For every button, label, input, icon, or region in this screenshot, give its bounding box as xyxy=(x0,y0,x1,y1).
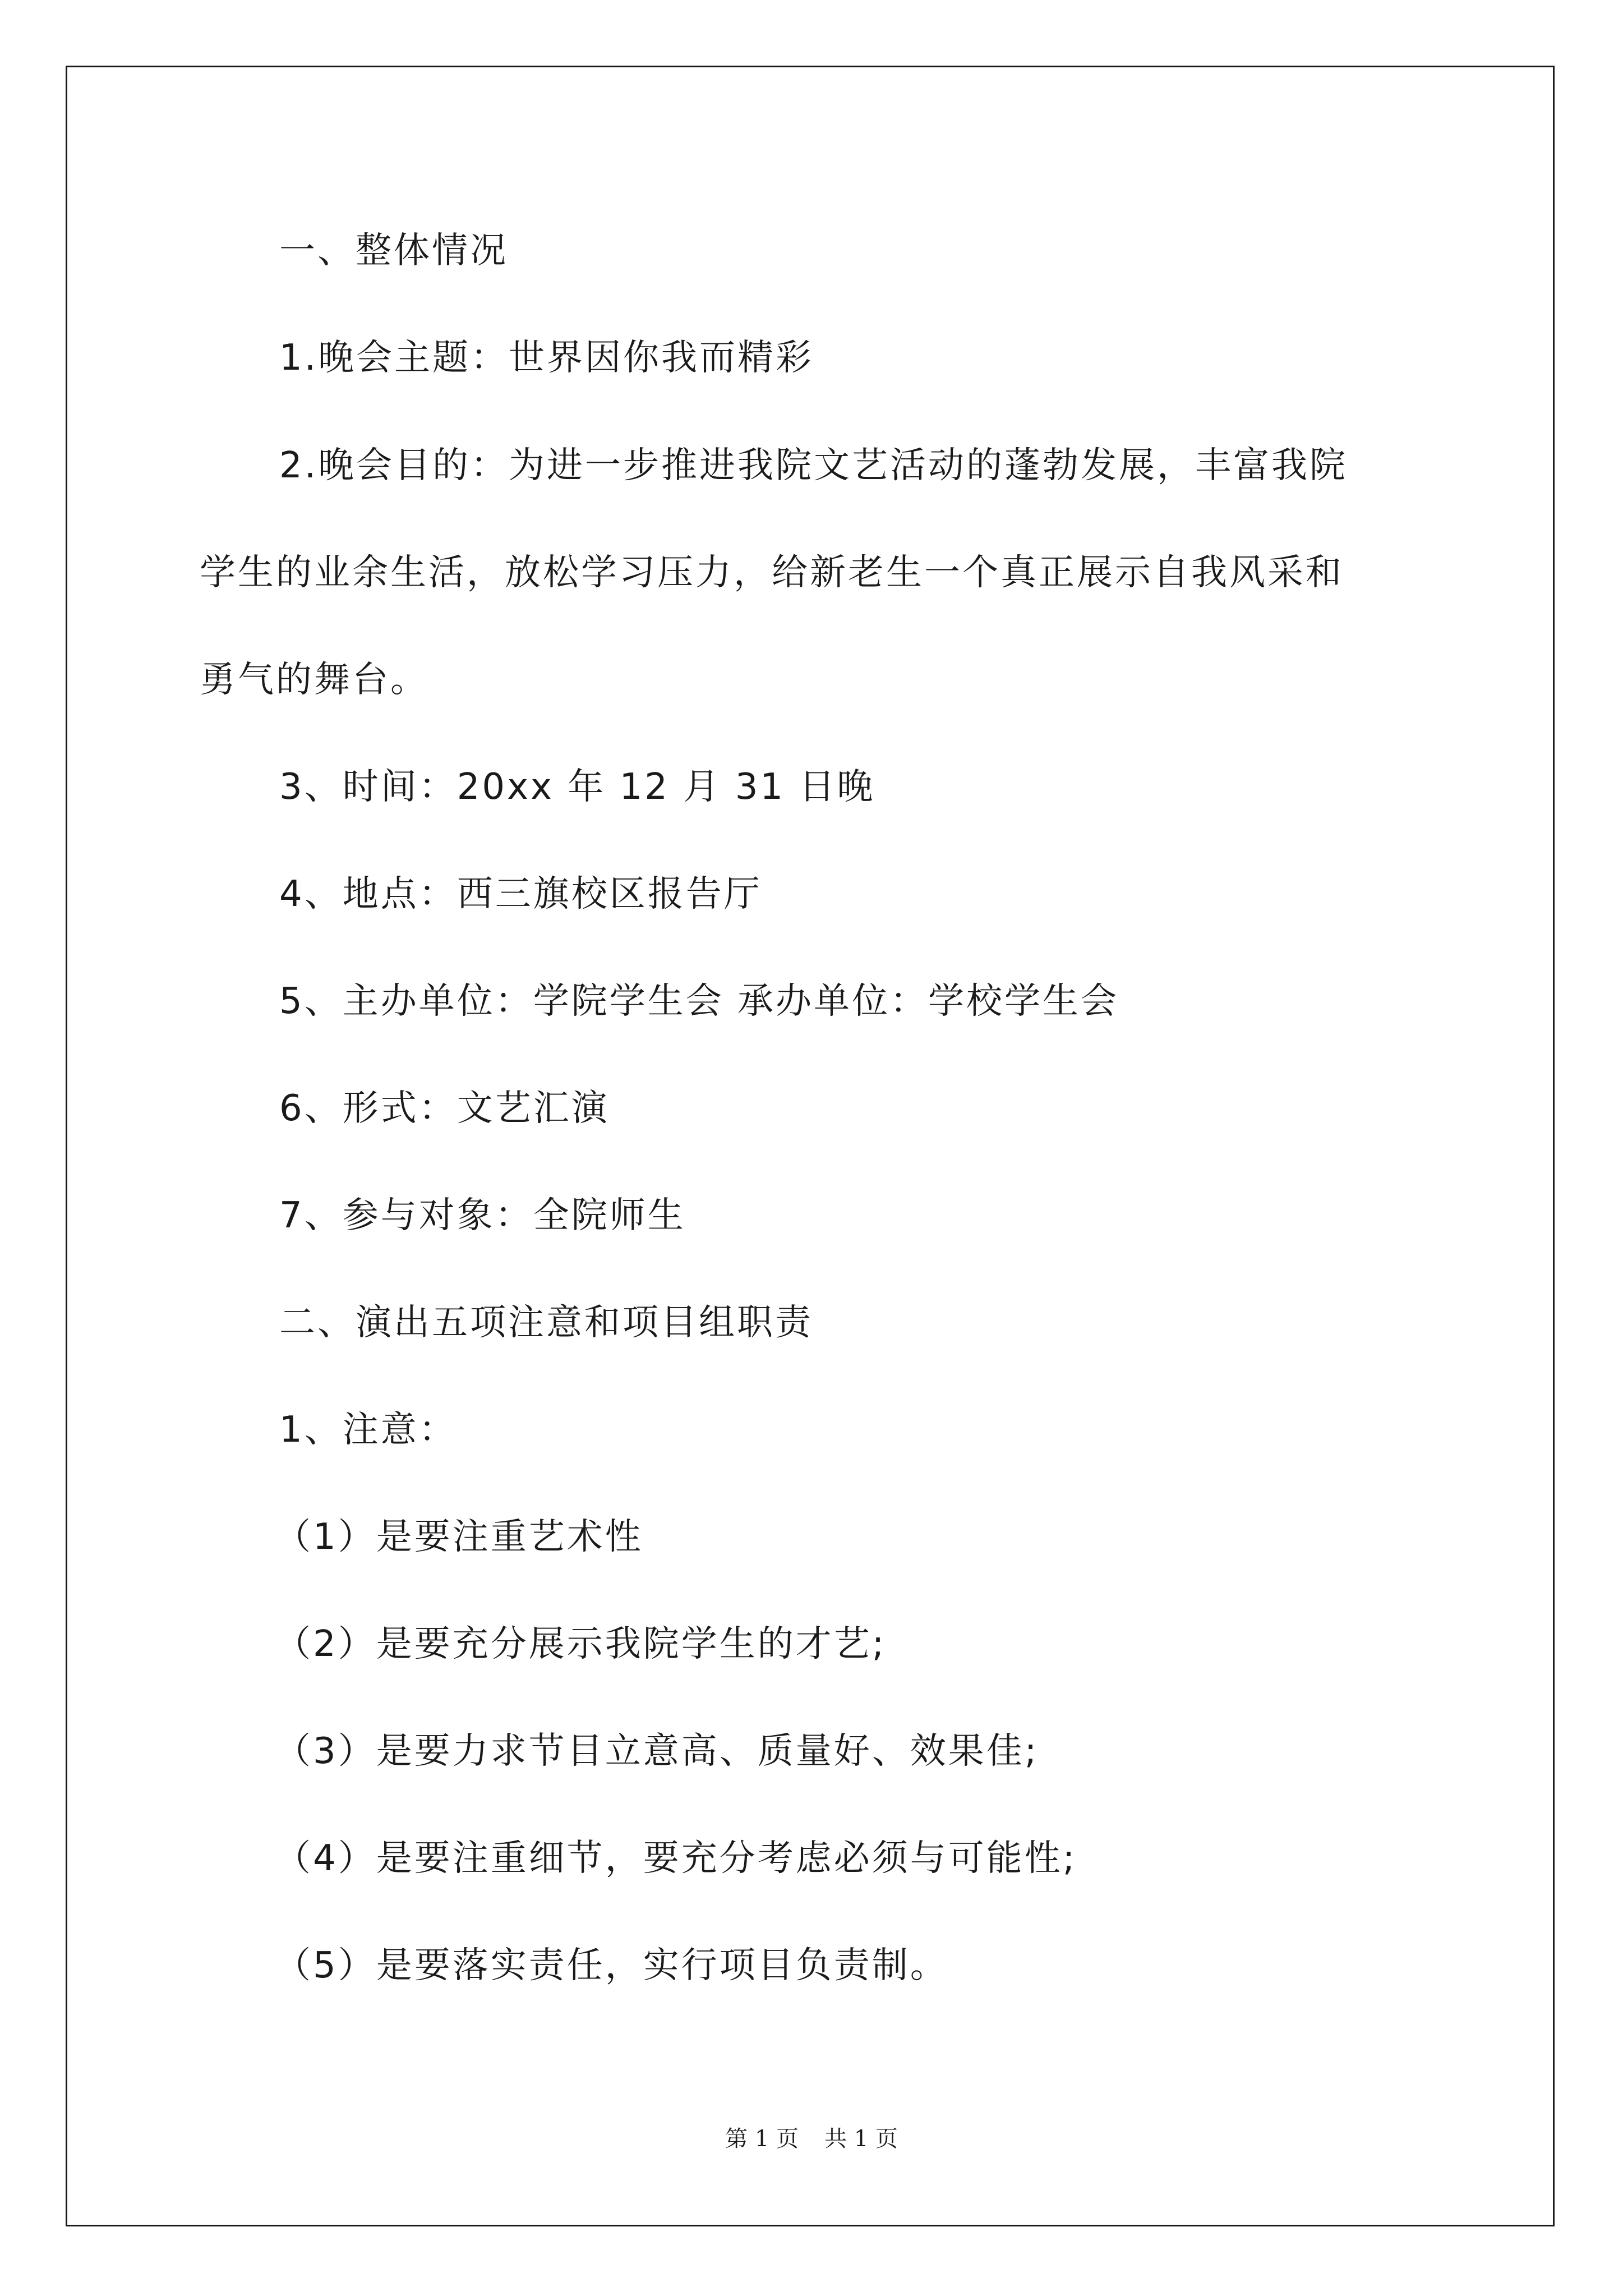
paragraph-purpose: 2.晚会目的：为进一步推进我院文艺活动的蓬勃发展，丰富我院 xyxy=(279,445,1348,486)
list-item-2: （2）是要充分展示我院学生的才艺; xyxy=(275,1623,887,1665)
page-border xyxy=(66,66,1555,2226)
list-item-3: （3）是要力求节目立意高、质量好、效果佳; xyxy=(275,1731,1039,1772)
paragraph-location: 4、地点：西三旗校区报告厅 xyxy=(279,873,762,915)
page-total: 共 1 页 xyxy=(824,2126,898,2152)
section-heading-notes: 二、演出五项注意和项目组职责 xyxy=(279,1302,813,1343)
paragraph-purpose-cont-1: 学生的业余生活，放松学习压力，给新老生一个真正展示自我风采和 xyxy=(200,552,1344,593)
paragraph-purpose-cont-2: 勇气的舞台。 xyxy=(200,659,428,701)
list-item-1: （1）是要注重艺术性 xyxy=(275,1516,643,1558)
list-item-5: （5）是要落实责任，实行项目负责制。 xyxy=(275,1945,948,1986)
list-item-4: （4）是要注重细节，要充分考虑必须与可能性; xyxy=(275,1838,1077,1879)
paragraph-format: 6、形式：文艺汇演 xyxy=(279,1088,610,1129)
paragraph-notes-title: 1、注意： xyxy=(279,1409,457,1451)
paragraph-organizers: 5、主办单位：学院学生会 承办单位：学校学生会 xyxy=(279,981,1119,1022)
paragraph-theme: 1.晚会主题：世界因你我而精彩 xyxy=(279,337,814,379)
page-footer xyxy=(0,2125,1623,2153)
page-number: 第 1 页 xyxy=(725,2126,799,2152)
section-heading-overview: 一、整体情况 xyxy=(279,230,508,272)
paragraph-participants: 7、参与对象：全院师生 xyxy=(279,1195,686,1236)
paragraph-time: 3、时间：20xx 年 12 月 31 日晚 xyxy=(279,766,875,808)
